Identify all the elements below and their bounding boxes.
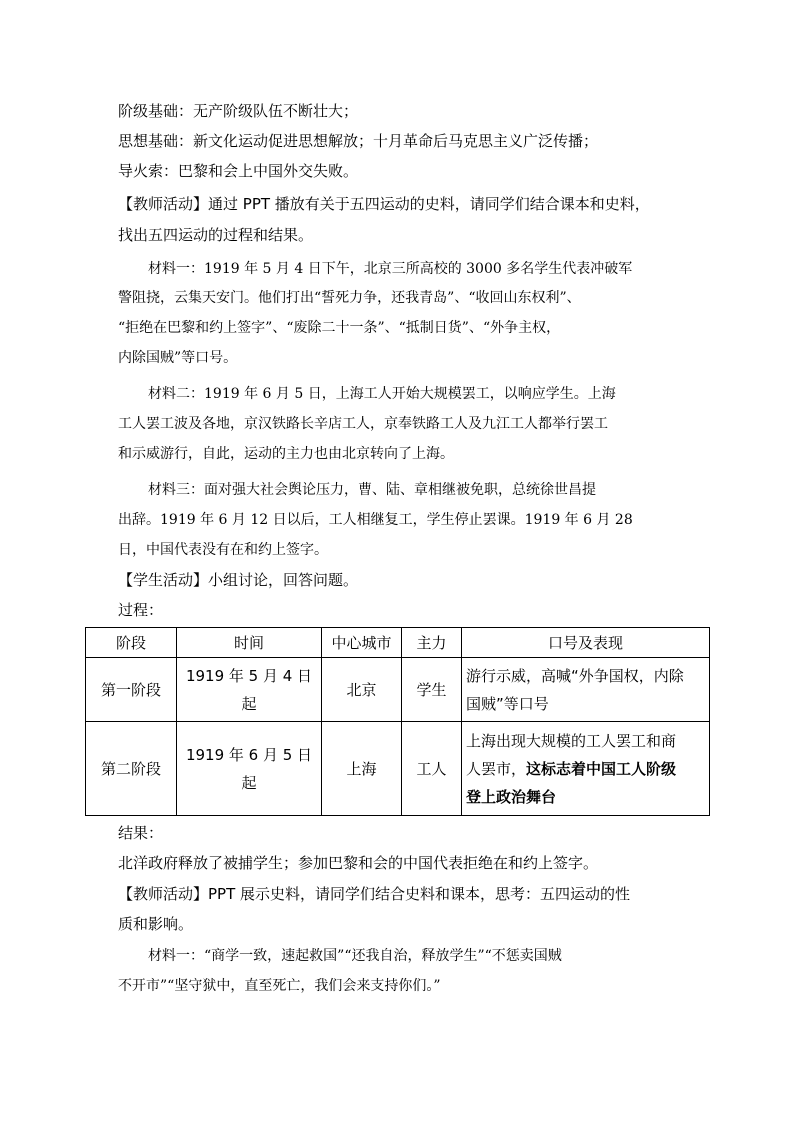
result-label: 结果： [118, 824, 164, 842]
material-2-line-2: 工人罢工波及各地，京汉铁路长辛店工人，京奉铁路工人及九江工人都举行罢工 [118, 416, 608, 432]
teacher-activity-1-line-1: 【教师活动】通过 PPT 播放有关于五四运动的史料，请同学们结合课本和史料， [118, 195, 650, 213]
stage-cell: 第二阶段 [86, 722, 177, 816]
student-activity: 【学生活动】小组讨论，回答问题。 [118, 571, 359, 589]
description-line: 游行示威，高喊“外争国权，内除 [466, 666, 684, 685]
header-stage: 阶段 [86, 628, 177, 658]
material-4-line-1: 材料一：“商学一致，速起救国”“还我自治，释放学生”“不惩卖国贼 [148, 948, 562, 964]
city-cell: 上海 [322, 722, 402, 816]
header-slogans: 口号及表现 [462, 628, 710, 658]
teacher-activity-1-line-2: 找出五四运动的过程和结果。 [118, 226, 314, 244]
material-2-line-3: 和示威游行，自此，运动的主力也由北京转向了上海。 [118, 446, 454, 462]
material-3-line-2: 出辞。1919 年 6 月 12 日以后，工人相继复工，学生停止罢课。1919 年 6 月 28 [118, 512, 633, 528]
intro-line-ideology-basis: 思想基础：新文化运动促进思想解放；十月革命后马克思主义广泛传播； [118, 132, 599, 150]
time-cell: 1919 年 5 月 4 日起 [177, 658, 322, 722]
material-1-line-3: “拒绝在巴黎和约上签字”、“废除二十一条”、“抵制日货”、“外争主权， [118, 320, 561, 336]
teacher-activity-2-line-2: 质和影响。 [118, 915, 194, 933]
description-cell [462, 722, 710, 816]
description-line: 国贼”等口号 [466, 694, 549, 713]
material-2-line-1: 材料二：1919 年 6 月 5 日，上海工人开始大规模罢工，以响应学生。上海 [148, 386, 616, 402]
time-cell: 1919 年 6 月 5 日起 [177, 722, 322, 816]
force-cell: 工人 [402, 722, 462, 816]
process-table [85, 627, 710, 816]
description-bold-text: 这标志着中国工人阶级 [526, 759, 677, 778]
header-city: 中心城市 [322, 628, 402, 658]
stage-cell: 第一阶段 [86, 658, 177, 722]
header-time: 时间 [177, 628, 322, 658]
description-cell [462, 658, 710, 722]
material-3-line-3: 日，中国代表没有在和约上签字。 [118, 542, 328, 558]
material-1-line-2: 警阻挠，云集天安门。他们打出“誓死力争，还我青岛”、“收回山东权利”、 [118, 290, 581, 306]
table-header-row [86, 628, 710, 658]
intro-line-trigger: 导火索：巴黎和会上中国外交失败。 [118, 162, 359, 180]
description-line: 上海出现大规模的工人罢工和商 [466, 731, 677, 750]
description-line [466, 755, 705, 783]
material-4-line-2: 不开市”“坚守狱中，直至死亡，我们会来支持你们。” [118, 978, 441, 994]
city-cell: 北京 [322, 658, 402, 722]
material-1-line-1: 材料一：1919 年 5 月 4 日下午，北京三所高校的 3000 多名学生代表冲破军 [148, 261, 633, 277]
material-1-line-4: 内除国贼”等口号。 [118, 350, 238, 366]
force-cell: 学生 [402, 658, 462, 722]
table-row [86, 722, 710, 816]
material-3-line-1: 材料三：面对强大社会舆论压力，曹、陆、章相继被免职，总统徐世昌提 [148, 482, 596, 498]
description-line: 登上政治舞台 [466, 787, 557, 806]
description-plain-text: 人罢市， [466, 759, 527, 778]
teacher-activity-2-line-1: 【教师活动】PPT 展示史料，请同学们结合史料和课本，思考：五四运动的性 [118, 885, 631, 903]
header-force: 主力 [402, 628, 462, 658]
intro-line-class-basis: 阶级基础：无产阶级队伍不断壮大； [118, 102, 359, 120]
table-row [86, 658, 710, 722]
process-label: 过程： [118, 601, 164, 619]
result-text: 北洋政府释放了被捕学生；参加巴黎和会的中国代表拒绝在和约上签字。 [118, 854, 599, 872]
